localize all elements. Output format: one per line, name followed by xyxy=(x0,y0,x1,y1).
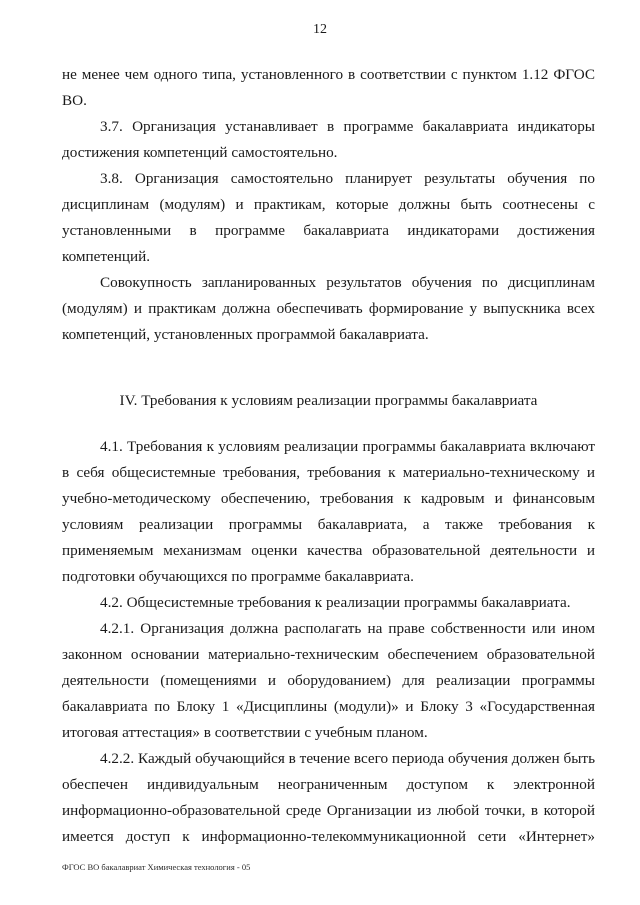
paragraph-4-1: 4.1. Требования к условиям реализации программы бакалавриата включают в себя общесистемные требования, требования к материально-техническому и учебно-методическому обеспечению, требования к кадровым и финансовым условиям реализации программы бакалавриата, а также требования к применяемым механизмам оценки качества образовательной деятельности и подготовки обучающихся по программе бакалавриата. xyxy=(62,438,595,585)
page-number: 12 xyxy=(313,22,327,37)
paragraph-continuation: не менее чем одного типа, установленного в соответствии с пунктом 1.12 ФГОС ВО. xyxy=(62,66,595,109)
document-body xyxy=(62,62,595,850)
paragraph-3-8: 3.8. Организация самостоятельно планирует результаты обучения по дисциплинам (модулям) и практикам, которые должны быть соотнесены с установленными в программе бакалавриата индикаторами достижения компетенций. xyxy=(62,170,595,265)
paragraph-learning-outcomes: Совокупность запланированных результатов обучения по дисциплинам (модулям) и практикам должна обеспечивать формирование у выпускника всех компетенций, установленных программой бакалавриата. xyxy=(62,274,595,343)
spacer xyxy=(62,414,595,434)
paragraph-4-2-1: 4.2.1. Организация должна располагать на праве собственности или ином законном основании материально-техническим обеспечением образовательной деятельности (помещениями и оборудованием) для реализации программы бакалавриата по Блоку 1 «Дисциплины (модули)» и Блоку 3 «Государственная итоговая аттестация» в соответствии с учебным планом. xyxy=(62,620,595,741)
paragraph-4-2-2: 4.2.2. Каждый обучающийся в течение всего периода обучения должен быть обеспечен индивидуальным неограниченным доступом к электронной информационно-образовательной среде Организации из любой точки, в которой имеется доступ к информационно-телекоммуникационной сети «Интернет» xyxy=(62,750,595,845)
page-footer: ФГОС ВО бакалавриат Химическая технология - 05 xyxy=(62,862,251,872)
section-heading: IV. Требования к условиям реализации программы бакалавриата xyxy=(119,392,538,409)
spacer xyxy=(62,348,595,388)
paragraph-4-2: 4.2. Общесистемные требования к реализации программы бакалавриата. xyxy=(100,594,571,611)
paragraph-3-7: 3.7. Организация устанавливает в программе бакалавриата индикаторы достижения компетенций самостоятельно. xyxy=(62,118,595,161)
